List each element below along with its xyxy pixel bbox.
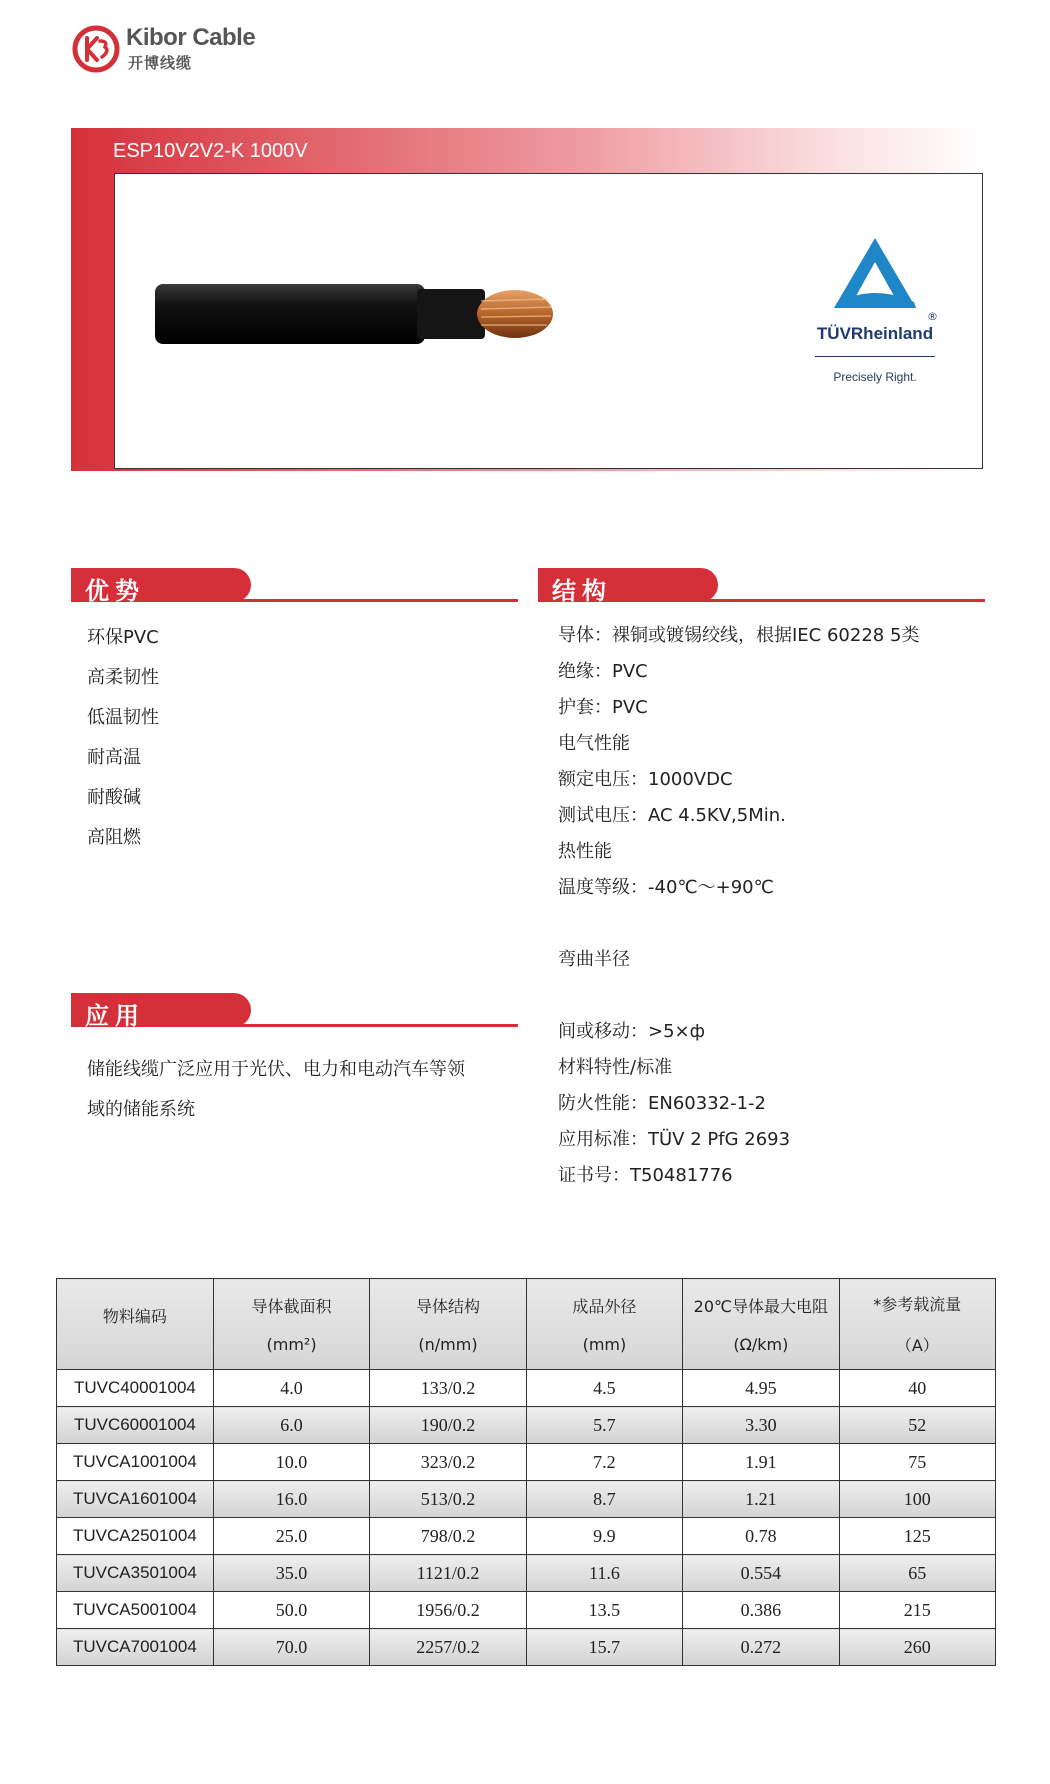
cell-area: 10.0 (213, 1444, 369, 1481)
cell-structure: 2257/0.2 (370, 1629, 527, 1666)
cell-ampacity: 40 (839, 1370, 995, 1407)
cell-code: TUVC40001004 (57, 1370, 214, 1407)
spec-line: 护套：PVC (558, 697, 648, 718)
header-cell: 物料编码 (57, 1279, 214, 1370)
application-title: 应用 (85, 1002, 145, 1030)
cell-diameter: 4.5 (526, 1370, 682, 1407)
cell-structure: 133/0.2 (370, 1370, 527, 1407)
cell-area: 25.0 (213, 1518, 369, 1555)
spec-line: 电气性能 (558, 733, 630, 754)
advantages-title: 优势 (85, 577, 145, 605)
cell-ampacity: 125 (839, 1518, 995, 1555)
cell-code: TUVCA1601004 (57, 1481, 214, 1518)
advantages-header (71, 568, 518, 605)
spec-line: 证书号：T50481776 (558, 1165, 733, 1186)
header-cell: 成品外径 (mm) (526, 1279, 682, 1370)
table-body (57, 1370, 996, 1666)
cell-diameter: 9.9 (526, 1518, 682, 1555)
list-item: 耐酸碱 (87, 787, 141, 808)
cell-ampacity: 75 (839, 1444, 995, 1481)
spec-line: 应用标准：TÜV 2 PfG 2693 (558, 1129, 791, 1150)
spec-line: 材料特性/标准 (558, 1057, 673, 1078)
cell-diameter: 15.7 (526, 1629, 682, 1666)
spec-line: 热性能 (558, 841, 612, 862)
list-item: 高阻燃 (87, 827, 141, 848)
cell-area: 6.0 (213, 1407, 369, 1444)
table-row (57, 1518, 996, 1555)
cell-ampacity: 215 (839, 1592, 995, 1629)
cell-area: 70.0 (213, 1629, 369, 1666)
product-title: ESP10V2V2-K 1000V (113, 140, 308, 162)
table-row (57, 1407, 996, 1444)
cell-resistance: 1.21 (683, 1481, 839, 1518)
cell-area: 16.0 (213, 1481, 369, 1518)
product-banner (71, 128, 985, 471)
table-row (57, 1629, 996, 1666)
list-item: 高柔韧性 (87, 667, 159, 688)
cell-resistance: 0.386 (683, 1592, 839, 1629)
table-row (57, 1444, 996, 1481)
list-item: 耐高温 (87, 747, 141, 768)
cable-image (155, 279, 575, 349)
tuv-triangle-icon (830, 234, 920, 314)
header-cell: *参考载流量 （A） (839, 1279, 995, 1370)
cell-diameter: 13.5 (526, 1592, 682, 1629)
spec-table (56, 1278, 996, 1666)
application-line: 域的储能系统 (87, 1099, 195, 1120)
table-row (57, 1481, 996, 1518)
spec-line: 测试电压：AC 4.5KV,5Min. (558, 805, 786, 826)
cell-structure: 1121/0.2 (370, 1555, 527, 1592)
cell-resistance: 0.272 (683, 1629, 839, 1666)
cell-diameter: 7.2 (526, 1444, 682, 1481)
cell-structure: 1956/0.2 (370, 1592, 527, 1629)
table-row (57, 1370, 996, 1407)
spec-line: 温度等级：-40℃～+90℃ (558, 877, 774, 898)
application-line: 储能线缆广泛应用于光伏、电力和电动汽车等领 (87, 1059, 465, 1080)
cell-code: TUVCA7001004 (57, 1629, 214, 1666)
tuv-name: TÜVRheinland (816, 324, 934, 343)
cell-resistance: 4.95 (683, 1370, 839, 1407)
cell-ampacity: 100 (839, 1481, 995, 1518)
table-row (57, 1555, 996, 1592)
cell-structure: 798/0.2 (370, 1518, 527, 1555)
cell-ampacity: 52 (839, 1407, 995, 1444)
spec-line: 防火性能：EN60332-1-2 (558, 1093, 766, 1114)
tuv-divider (815, 356, 935, 357)
cell-diameter: 11.6 (526, 1555, 682, 1592)
cell-area: 4.0 (213, 1370, 369, 1407)
cell-resistance: 0.78 (683, 1518, 839, 1555)
cell-diameter: 8.7 (526, 1481, 682, 1518)
spec-line: 绝缘：PVC (558, 661, 648, 682)
structure-title: 结构 (552, 577, 612, 605)
table-row (57, 1592, 996, 1629)
spec-line: 导体：裸铜或镀锡绞线，根据IEC 60228 5类 (558, 625, 920, 646)
list-item: 低温韧性 (87, 707, 159, 728)
spec-line: 额定电压：1000VDC (558, 769, 733, 790)
structure-header (538, 568, 985, 605)
cell-ampacity: 260 (839, 1629, 995, 1666)
cell-code: TUVCA2501004 (57, 1518, 214, 1555)
spec-line: 间或移动：>5×ф (558, 1021, 706, 1042)
structure-list (558, 618, 988, 1194)
header-cell: 20℃导体最大电阻 (Ω/km) (683, 1279, 839, 1370)
spec-line (558, 978, 988, 1014)
cell-resistance: 3.30 (683, 1407, 839, 1444)
cell-code: TUVCA5001004 (57, 1592, 214, 1629)
tuv-certification-logo (795, 234, 955, 394)
brand-name: Kibor Cable (126, 24, 256, 51)
cell-code: TUVC60001004 (57, 1407, 214, 1444)
application-header (71, 993, 518, 1030)
cell-resistance: 1.91 (683, 1444, 839, 1481)
cell-code: TUVCA3501004 (57, 1555, 214, 1592)
brand-name-cn: 开博线缆 (128, 54, 193, 72)
header-cell: 导体截面积 (mm²) (213, 1279, 369, 1370)
table-header-row (57, 1279, 996, 1370)
spec-line: 弯曲半径 (558, 949, 630, 970)
kibor-logo-icon (72, 25, 120, 73)
registered-mark: ® (927, 310, 938, 323)
list-item: 环保PVC (87, 627, 159, 648)
application-text (87, 1050, 517, 1130)
brand-logo (72, 22, 272, 74)
spec-line (558, 906, 988, 942)
cell-area: 35.0 (213, 1555, 369, 1592)
advantages-list (87, 618, 507, 858)
cell-code: TUVCA1001004 (57, 1444, 214, 1481)
cell-resistance: 0.554 (683, 1555, 839, 1592)
cell-structure: 323/0.2 (370, 1444, 527, 1481)
tuv-tagline: Precisely Right. (833, 370, 917, 384)
cell-structure: 190/0.2 (370, 1407, 527, 1444)
cell-structure: 513/0.2 (370, 1481, 527, 1518)
cell-area: 50.0 (213, 1592, 369, 1629)
header-cell: 导体结构 (n/mm) (370, 1279, 527, 1370)
cell-ampacity: 65 (839, 1555, 995, 1592)
cell-diameter: 5.7 (526, 1407, 682, 1444)
product-image-frame (114, 173, 983, 469)
